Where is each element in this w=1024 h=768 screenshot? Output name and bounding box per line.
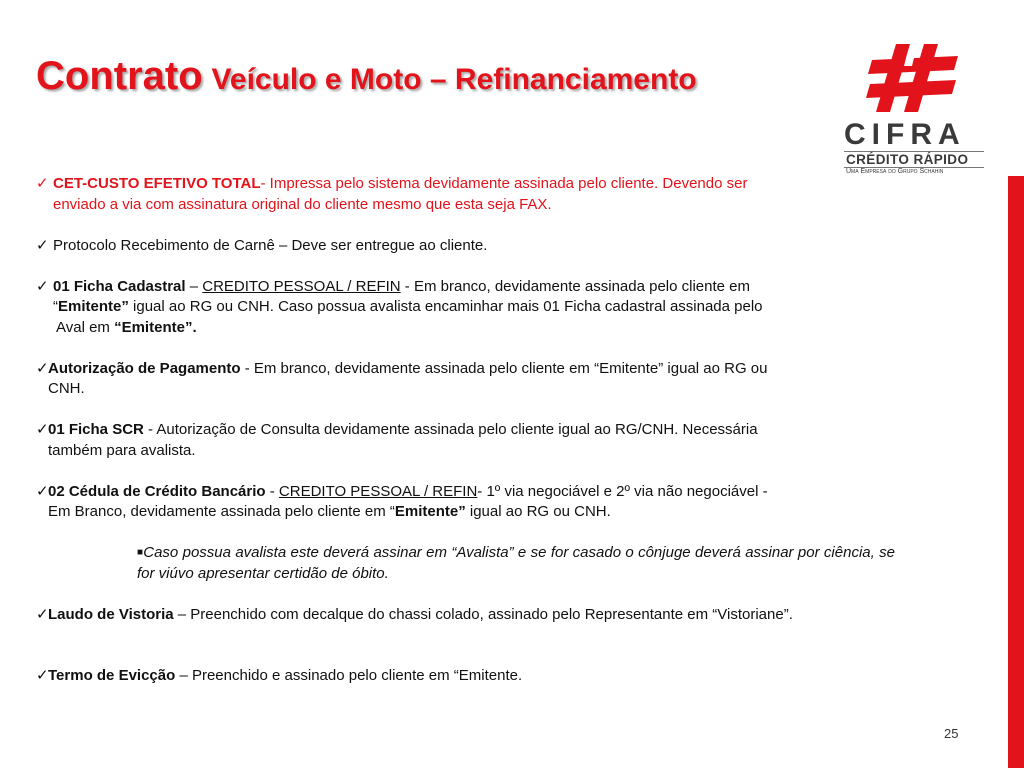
ficha-label: 01 Ficha Cadastral [53,277,186,295]
scr-label: 01 Ficha SCR [48,421,144,438]
cedula-text-2b: igual ao RG ou CNH. [465,503,611,520]
cet-text-2: enviado a via com assinatura original do cliente mesmo que esta seja FAX. [53,195,552,213]
logo-name: CIFRA [844,118,966,151]
avalista-note-text: Caso possua avalista este deverá assinar em “Avalista” e se for casado o cônjuge deverá assinar por ciência, se for viúvo apresentar certidão de óbito. [137,544,895,582]
autorizacao-text-2: CNH. [48,380,85,397]
ficha-sep: – [185,277,203,295]
list-item-protocolo [36,236,906,257]
title-sub: Veículo e Moto – Refinanciamento [211,63,697,96]
autorizacao-text: - Em branco, devidamente assinada pelo cliente em “Emitente” igual ao RG ou [240,359,768,377]
cet-label: CET-CUSTO EFETIVO TOTAL [53,175,261,192]
list-item-cedula [36,482,906,523]
ficha-text: - Em branco, devidamente assinada pelo cliente em [400,277,750,295]
cet-text: - Impressa pelo sistema devidamente assinada pelo cliente. Devendo ser [260,175,748,192]
check-icon: ✓ [36,667,49,684]
cedula-text-2a: Em Branco, devidamente assinada pelo cliente em “ [48,503,395,520]
cedula-text: - 1º via negociável e 2º via não negociável - [477,482,768,500]
laudo-label: Laudo de Vistoria [48,605,174,623]
check-icon: ✓ [36,175,49,192]
cedula-emitente: Emitente” [394,503,466,520]
ficha-emitente-2: “Emitente”. [114,318,197,336]
list-item-autorizacao [36,359,906,400]
ficha-emitente: Emitente” [58,298,129,315]
ficha-quote: “ [53,298,58,315]
spacer [36,646,906,667]
side-accent-bar [1008,176,1024,768]
list-item-termo [36,666,906,687]
check-icon: ✓ [36,277,49,295]
title-main: Contrato [36,54,203,98]
protocolo-text: Protocolo Recebimento de Carnê – Deve ser entregue ao cliente. [53,236,488,254]
check-icon: ✓ [36,421,49,438]
ficha-text-2: igual ao RG ou CNH. Caso possua avalista encaminhar mais 01 Ficha cadastral assinada pelo [128,298,763,315]
hash-icon [866,42,962,114]
autorizacao-label: Autorização de Pagamento [48,359,241,377]
cedula-sep: - [265,482,279,500]
cifra-logo [838,42,988,182]
termo-label: Termo de Evicção [48,667,176,684]
list-item-cet [36,174,906,215]
termo-text: – Preenchido e assinado pelo cliente em “Emitente. [175,667,523,684]
list-item-ficha-cadastral [36,277,906,339]
check-icon: ✓ [36,236,49,254]
page-number: 25 [944,726,959,741]
list-item-laudo [36,605,906,626]
ficha-text-3: Aval em [56,318,115,336]
square-bullet-icon: ■ [137,547,144,558]
laudo-text: – Preenchido com decalque do chassi colado, assinado pelo Representante em “Vistoriane”. [173,605,793,623]
check-icon: ✓ [36,482,49,500]
cedula-link[interactable]: CREDITO PESSOAL / REFIN [278,482,478,500]
ficha-link[interactable]: CREDITO PESSOAL / REFIN [202,277,401,295]
check-icon: ✓ [36,605,49,623]
scr-text: - Autorização de Consulta devidamente assinada pelo cliente igual ao RG/CNH. Necessária [143,421,758,438]
scr-text-2: também para avalista. [48,441,196,459]
cedula-label: 02 Cédula de Crédito Bancário [48,482,266,500]
avalista-note [137,543,895,584]
check-icon: ✓ [36,359,49,377]
logo-subtitle: Uma Empresa do Grupo Schahin [846,168,944,175]
list-item-ficha-scr [36,420,906,461]
page-title [36,54,697,99]
requirements-list [36,174,906,707]
logo-tagline: CRÉDITO RÁPIDO [846,152,969,167]
